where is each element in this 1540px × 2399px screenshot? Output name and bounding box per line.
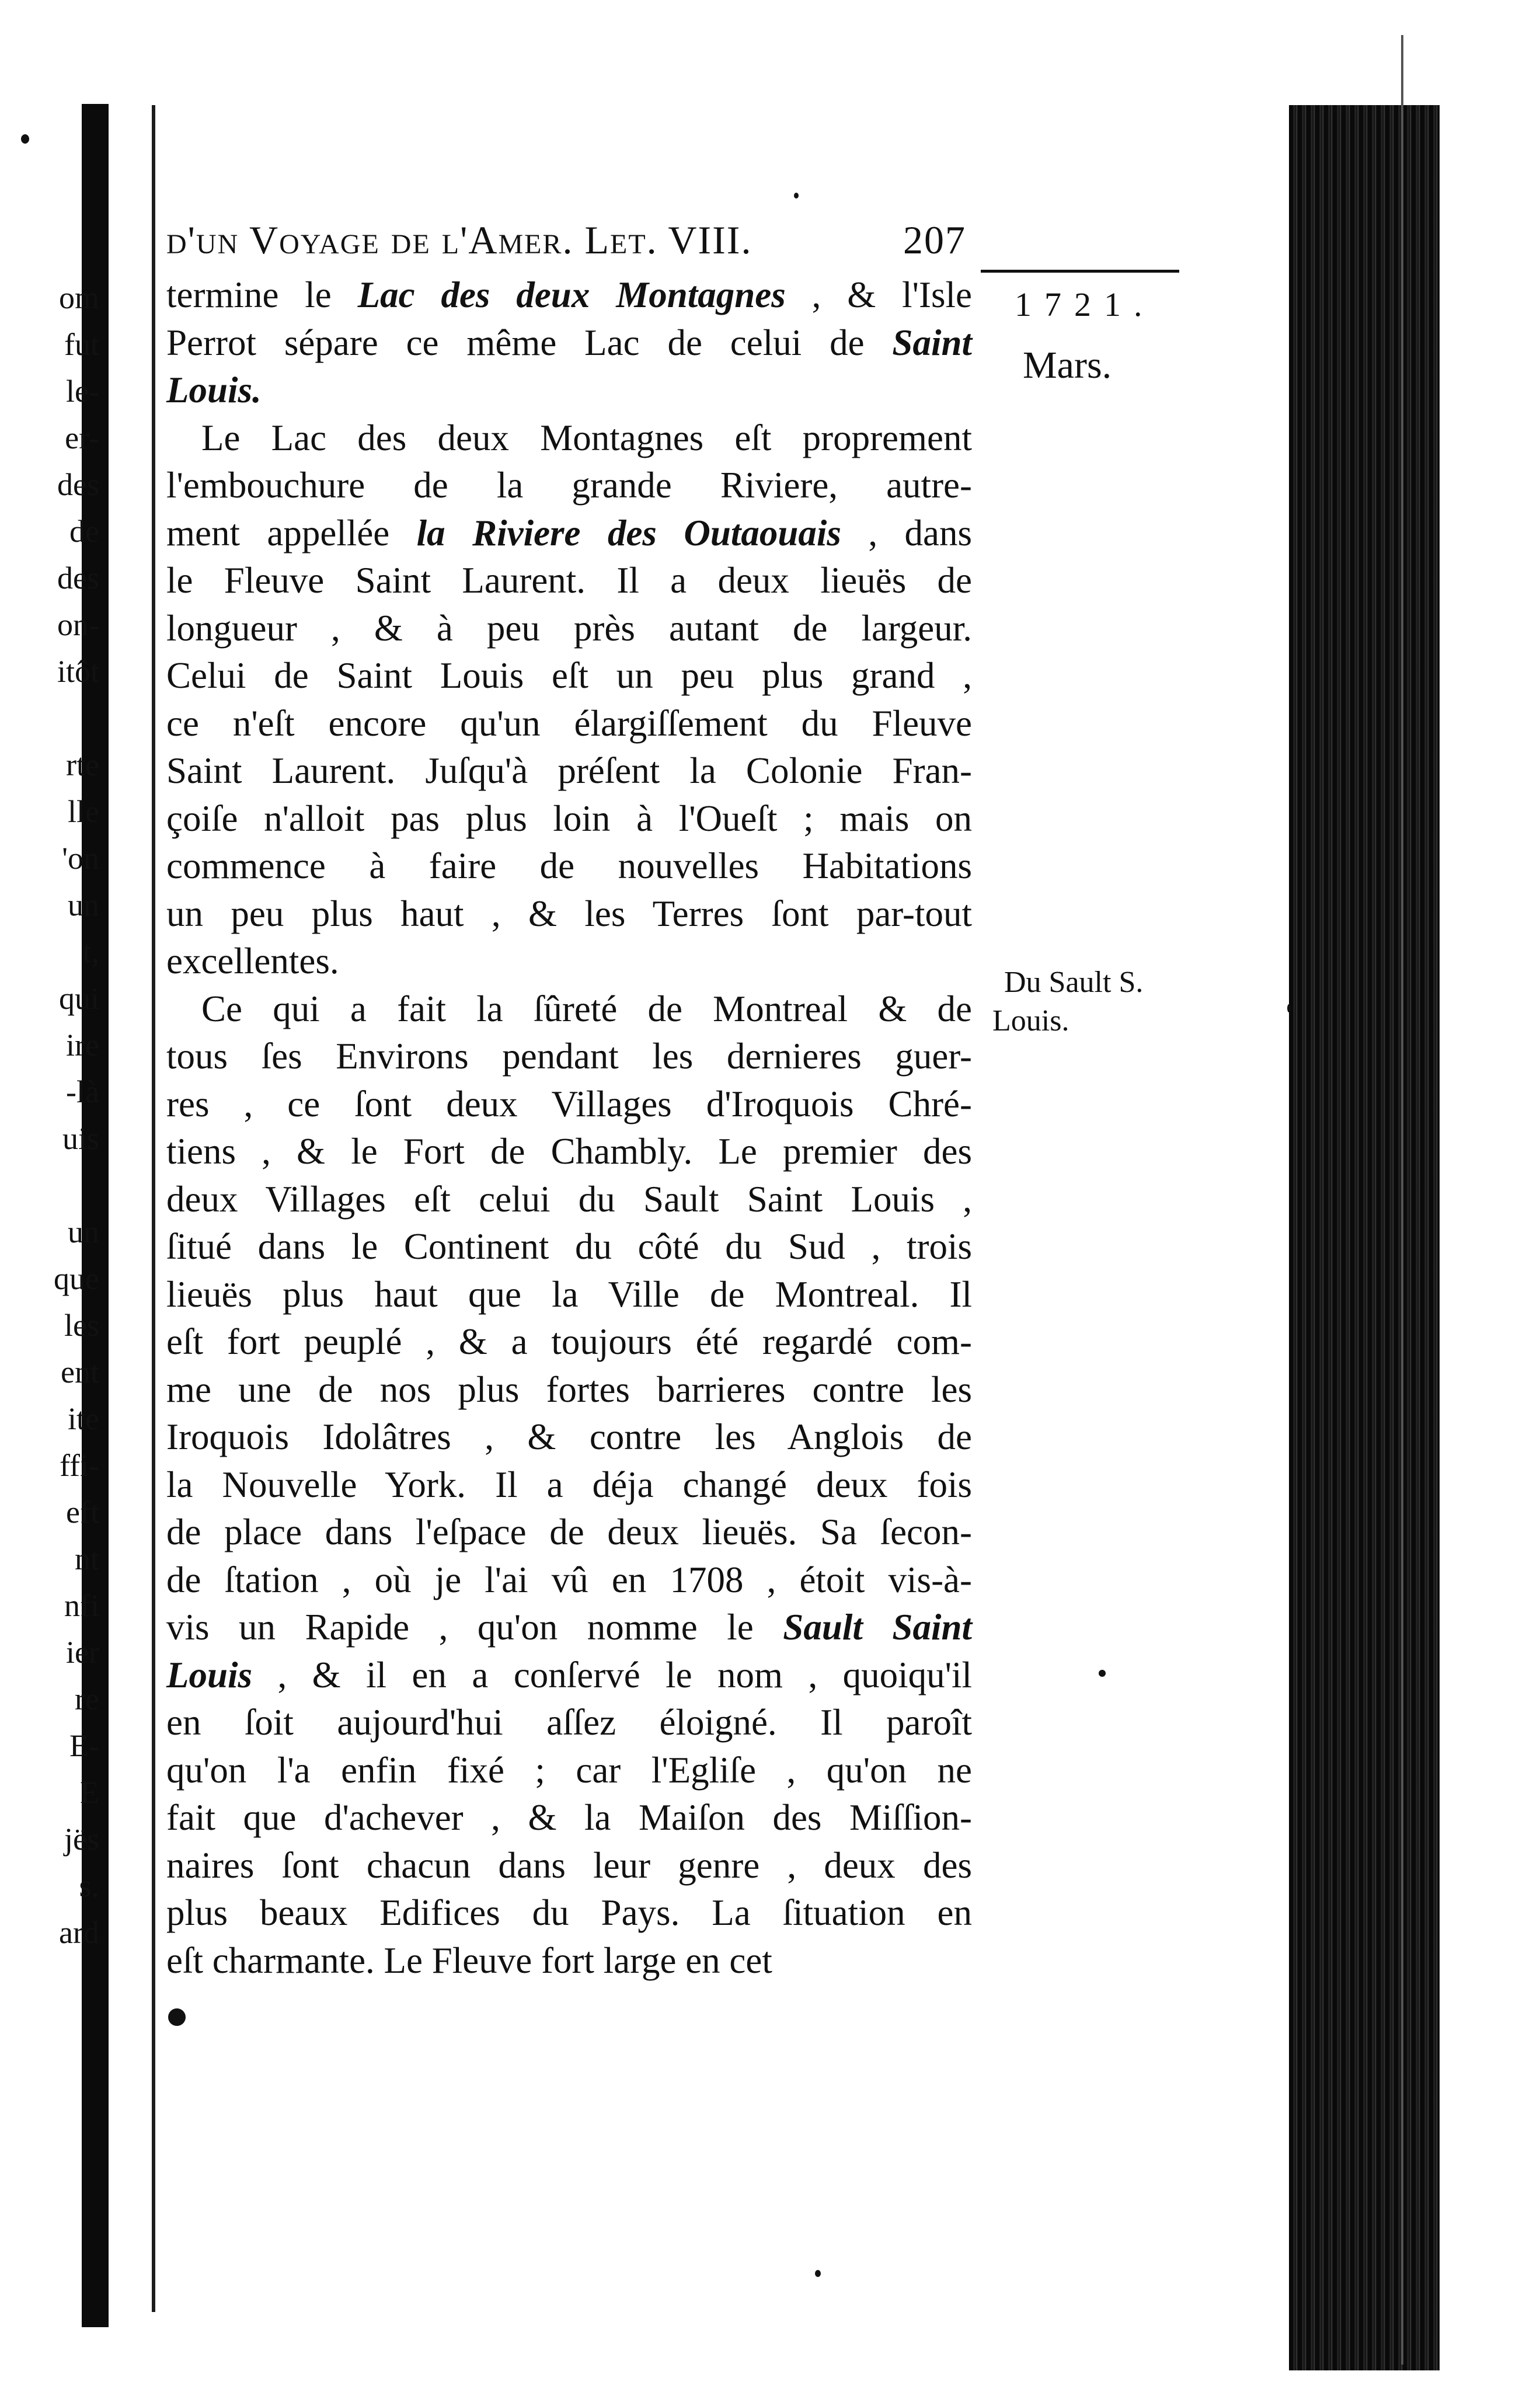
previous-page-fragment: nfi bbox=[64, 1588, 99, 1623]
text-line: de ſtation , où je l'ai vû en 1708 , étoit vis-à- bbox=[166, 1559, 972, 1600]
previous-page-fragment: er- bbox=[65, 420, 99, 455]
text-line: longueur , & à peu près autant de largeur. bbox=[166, 607, 972, 649]
text-line: res , ce ſont deux Villages d'Iroquois Chré- bbox=[166, 1083, 972, 1124]
previous-page-fragment: eft bbox=[66, 1495, 99, 1530]
previous-page-fragment: E bbox=[80, 1775, 99, 1810]
previous-page-fragment bbox=[12, 1162, 99, 1209]
text-line: le Fleuve Saint Laurent. Il a deux lieuës de bbox=[166, 560, 972, 601]
previous-page-fragment: nt bbox=[74, 1541, 99, 1576]
ink-blot bbox=[168, 2008, 186, 2026]
previous-page-fragment: om bbox=[58, 280, 99, 315]
stray-mark bbox=[21, 134, 29, 144]
text-line: lieuës plus haut que la Ville de Montreal. Il bbox=[166, 1273, 972, 1315]
page-edge-line bbox=[1401, 35, 1403, 2365]
previous-page-fragment: lle bbox=[68, 794, 99, 829]
previous-page-fragment: itôt bbox=[57, 654, 99, 689]
previous-page-fragment: ard bbox=[59, 1915, 99, 1950]
text-line: fait que d'achever , & la Maiſon des Miſſion- bbox=[166, 1797, 972, 1838]
margin-month: Mars. bbox=[1023, 344, 1112, 387]
text-line: qu'on l'a enfin fixé ; car l'Egliſe , qu'on ne bbox=[166, 1749, 972, 1791]
text-line: deux Villages eſt celui du Sault Saint Louis , bbox=[166, 1178, 972, 1220]
text-line: tiens , & le Fort de Chambly. Le premier des bbox=[166, 1131, 972, 1172]
page-number: 207 bbox=[903, 218, 966, 262]
stray-mark bbox=[815, 2270, 821, 2277]
previous-page-fragment: 'on bbox=[62, 841, 99, 876]
text-line: eſt charmante. Le Fleuve fort large en cet bbox=[166, 1940, 772, 1981]
previous-page-fragment: jës bbox=[64, 1822, 99, 1857]
text-line: Iroquois Idolâtres , & contre les Anglois de bbox=[166, 1416, 972, 1457]
text-line: Saint Laurent. Juſqu'à préſent la Colonie Fran- bbox=[166, 750, 972, 791]
body-text bbox=[166, 271, 972, 1984]
previous-page-fragment: le- bbox=[66, 374, 99, 409]
text-line: de place dans l'eſpace de deux lieuës. Sa ſecon- bbox=[166, 1512, 972, 1552]
text-line: naires ſont chacun dans leur genre , deux des bbox=[166, 1844, 972, 1886]
text-line: un peu plus haut , & les Terres ſont par-tout bbox=[166, 893, 972, 934]
margin-year: 1721. bbox=[1015, 285, 1155, 323]
text-line: la Nouvelle York. Il a déja changé deux fois bbox=[166, 1464, 972, 1505]
text-line: Perrot sépare ce même Lac de celui de Saint bbox=[166, 322, 972, 363]
previous-page-fragment: ent bbox=[61, 1355, 99, 1390]
text-line: ce n'eſt encore qu'un élargiſſement du Fleuve bbox=[166, 702, 972, 744]
previous-page-fragment: s. bbox=[79, 1868, 99, 1903]
previous-page-fragment: des bbox=[57, 467, 99, 502]
text-line: plus beaux Edifices du Pays. La ſituation en bbox=[166, 1892, 972, 1933]
text-line: Celui de Saint Louis eſt un peu plus grand , bbox=[166, 655, 972, 696]
gutter-line bbox=[152, 105, 155, 2312]
previous-page-fragment: des bbox=[57, 560, 99, 596]
previous-page-fragment: fut bbox=[64, 327, 99, 362]
text-line: vis un Rapide , qu'on nomme le Sault Saint bbox=[166, 1607, 972, 1648]
text-line: commence à faire de nouvelles Habitations bbox=[166, 845, 972, 886]
margin-note-line: Louis. bbox=[992, 1004, 1069, 1037]
text-line: l'embouchure de la grande Riviere, autre- bbox=[166, 465, 972, 506]
page-edge-block bbox=[1289, 105, 1440, 2370]
text-line: termine le Lac des deux Montagnes , & l'Isle bbox=[166, 274, 972, 315]
running-header bbox=[166, 217, 978, 263]
previous-page-fragment: ite bbox=[68, 1401, 99, 1436]
text-line: en ſoit aujourd'hui aſſez éloigné. Il paroît bbox=[166, 1702, 972, 1743]
text-line: ment appellée la Riviere des Outaouais , dans bbox=[166, 512, 973, 553]
text-line: eſt fort peuplé , & a toujours été regardé com- bbox=[166, 1321, 972, 1362]
previous-page-fragment: ire bbox=[66, 1028, 99, 1063]
previous-page-fragment bbox=[12, 695, 99, 741]
previous-page-fragment: qui bbox=[58, 981, 99, 1016]
text-line: Louis , & il en a conſervé le nom , quoiqu'il bbox=[166, 1654, 972, 1695]
stray-mark bbox=[1287, 1004, 1291, 1012]
previous-page-fragment: un bbox=[68, 1214, 99, 1249]
previous-page-fragment: un bbox=[68, 887, 99, 922]
stray-mark bbox=[1099, 1670, 1106, 1677]
header-rule bbox=[981, 270, 1179, 273]
text-line: Le Lac des deux Montagnes eſt proprement bbox=[201, 417, 972, 458]
text-line: çoiſe n'alloit pas plus loin à l'Oueſt ; mais on bbox=[166, 798, 972, 839]
stray-mark bbox=[794, 193, 799, 199]
text-line: excellentes. bbox=[166, 941, 339, 981]
previous-page-fragment: les bbox=[64, 1308, 99, 1343]
previous-page-fragment: rte bbox=[66, 747, 99, 782]
text-line: ſitué dans le Continent du côté du Sud , trois bbox=[166, 1226, 972, 1267]
previous-page-fragment: on- bbox=[57, 607, 99, 642]
previous-page-fragment: uis bbox=[62, 1121, 99, 1156]
previous-page-fragment: re bbox=[75, 1681, 99, 1716]
margin-note bbox=[992, 963, 1144, 1040]
previous-page-fragment: que bbox=[54, 1261, 99, 1296]
previous-page-fragment: ffi- bbox=[60, 1448, 99, 1483]
running-head-title: d'un Voyage de l'Amer. Let. VIII. bbox=[166, 218, 752, 262]
margin-note-line: Du Sault S. bbox=[1004, 966, 1144, 999]
previous-page-fragment: E- bbox=[69, 1728, 99, 1763]
previous-page-fragment: -là bbox=[66, 1074, 99, 1109]
previous-page-fragment: de bbox=[69, 514, 99, 549]
text-line: Ce qui a fait la ſûreté de Montreal & de bbox=[201, 988, 972, 1029]
text-line: Louis. bbox=[166, 370, 262, 410]
previous-page-fragment: ier bbox=[66, 1635, 99, 1670]
text-line: me une de nos plus fortes barrieres contre les bbox=[166, 1369, 972, 1410]
text-line: tous ſes Environs pendant les dernieres guer- bbox=[166, 1036, 972, 1077]
previous-page-fragment: t, bbox=[82, 934, 99, 969]
previous-page-margin bbox=[12, 274, 99, 1956]
